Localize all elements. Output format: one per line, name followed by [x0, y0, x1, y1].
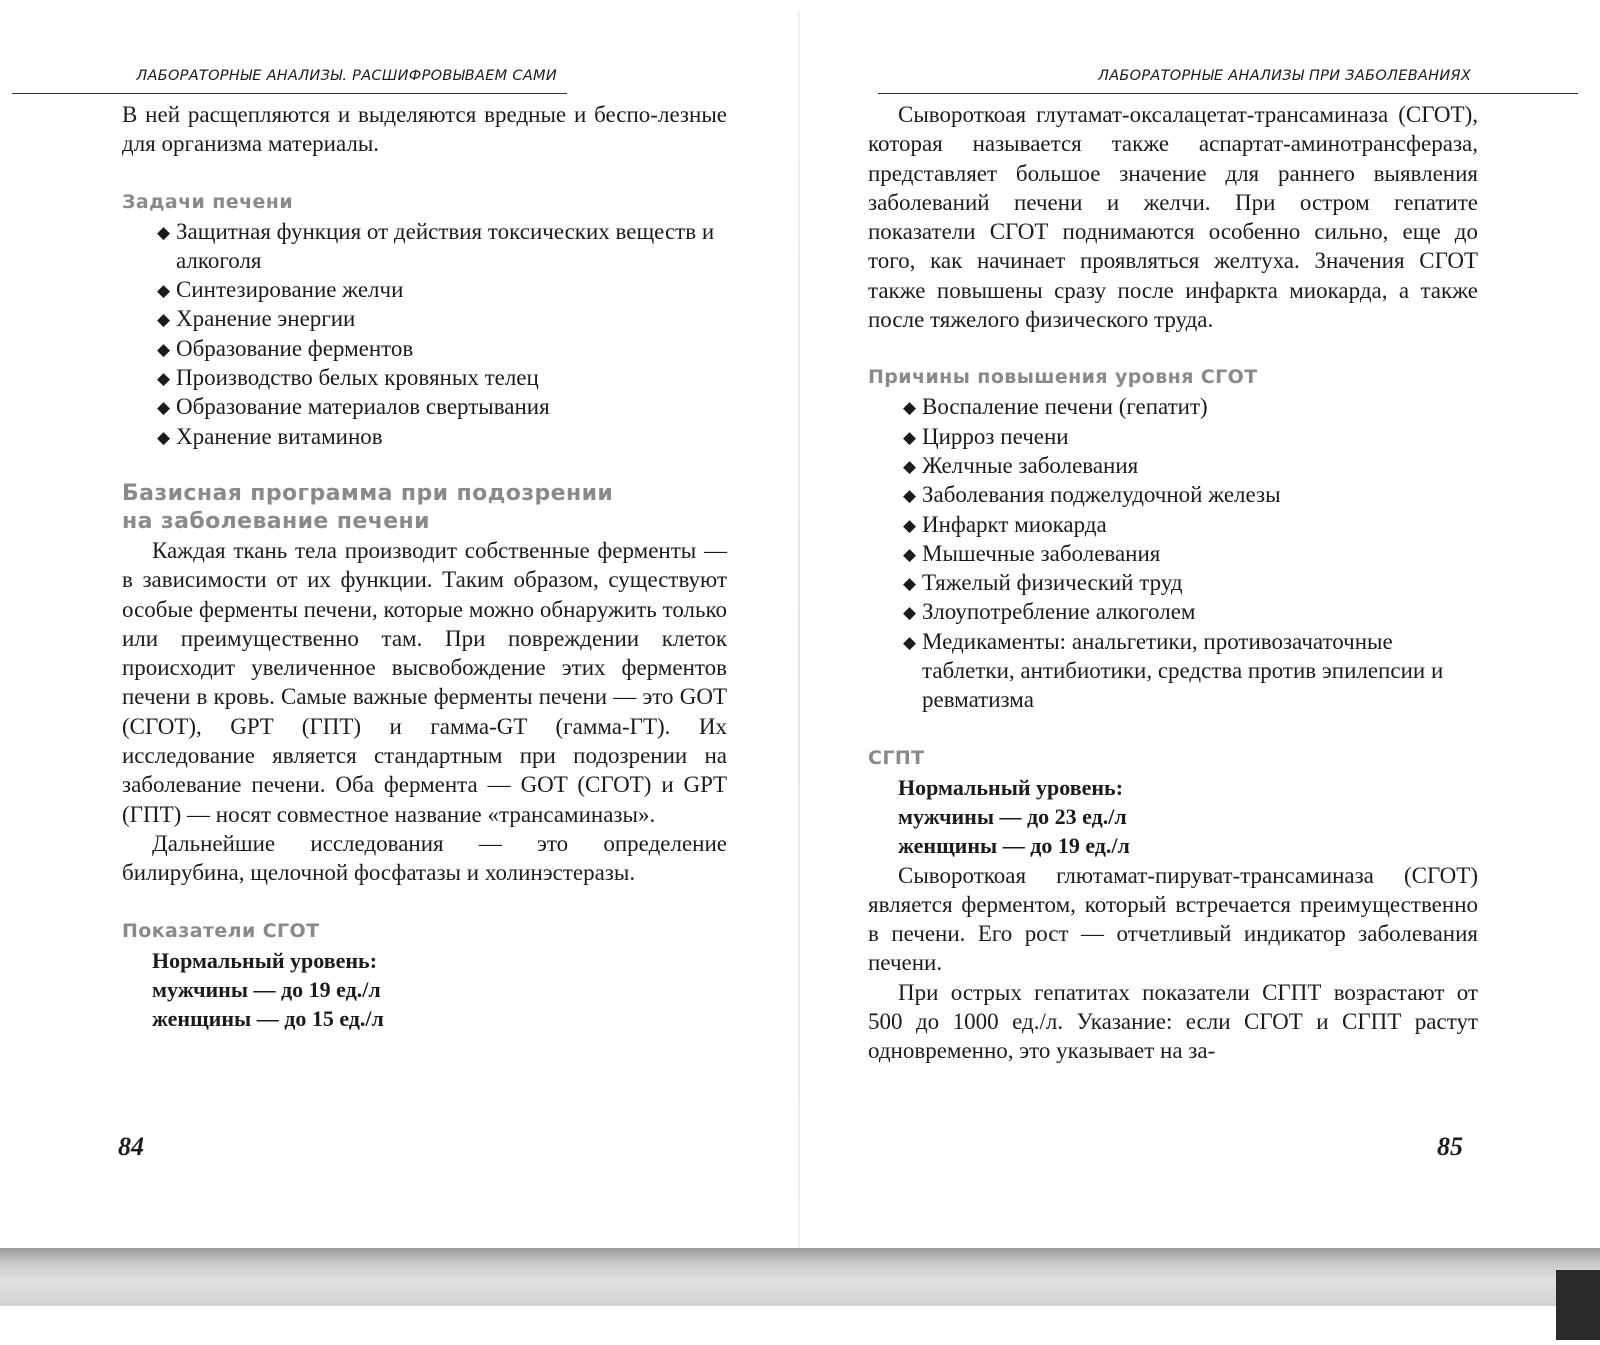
- right-page: [868, 100, 1478, 1066]
- program-paragraph-2: Дальнейшие исследования — это определение билирубина, щелочной фосфатазы и холинэстеразы.: [122, 830, 727, 886]
- program-heading-line-2: на заболевание печени: [122, 508, 430, 534]
- diamond-bullet-icon: ◆: [157, 398, 171, 418]
- list-item: ◆ Медикаменты: анальгетики, противозачаточные таблетки, антибиотики, средства против эпилепсии и ревматизма: [903, 628, 1444, 713]
- diamond-bullet-icon: ◆: [903, 456, 917, 476]
- list-item: ◆ Защитная функция от действия токсических веществ и алкоголя: [157, 218, 715, 273]
- right-intro-paragraph: Сывороткоая глутамат-оксалацетат-трансаминаза (СГОТ), которая называется также аспартат-аминотрансфераза, представляет большое значение для раннего выявления заболеваний печени и желчи. При остром гепатите показатели СГОТ поднимаются особенно сильно, еще до того, как начинает проявляться желтуха. Значения СГОТ также повышены сразу после инфаркта миокарда, а также после тяжелого физического труда.: [868, 102, 1478, 333]
- norm-women: женщины — до 19 ед./л: [898, 833, 1130, 859]
- list-item: ◆ Воспаление печени (гепатит): [900, 392, 1478, 421]
- diamond-bullet-icon: ◆: [903, 427, 917, 447]
- list-item: ◆ Мышечные заболевания: [900, 539, 1478, 568]
- sgpt-paragraph-1: Сывороткоая глютамат-пируват-трансаминаза (СГОТ) является ферментом, который встречается преимущественно в печени. Его рост — отчетливый индикатор заболевания печени.: [868, 862, 1478, 976]
- diamond-bullet-icon: ◆: [157, 369, 171, 389]
- diamond-bullet-icon: ◆: [903, 398, 917, 418]
- norm-label: Нормальный уровень:: [898, 774, 1124, 800]
- diamond-bullet-icon: ◆: [903, 515, 917, 535]
- bottom-margin: [0, 1306, 1600, 1345]
- diamond-bullet-icon: ◆: [903, 544, 917, 564]
- diamond-bullet-icon: ◆: [903, 486, 917, 506]
- right-running-head-text: ЛАБОРАТОРНЫЕ АНАЛИЗЫ ПРИ ЗАБОЛЕВАНИЯХ: [1098, 68, 1472, 84]
- left-page-number: 84: [118, 1132, 144, 1161]
- left-running-head-text: ЛАБОРАТОРНЫЕ АНАЛИЗЫ. РАСШИФРОВЫВАЕМ САМИ: [136, 68, 557, 84]
- diamond-bullet-icon: ◆: [903, 632, 917, 652]
- list-item: ◆ Синтезирование желчи: [154, 275, 727, 304]
- right-running-head: [878, 68, 1578, 94]
- causes-heading: Причины повышения уровня СГОТ: [868, 366, 1258, 389]
- diamond-bullet-icon: ◆: [903, 574, 917, 594]
- sgpt-paragraph-2: При острых гепатитах показатели СГПТ возрастают от 500 до 1000 ед./л. Указание: если СГОТ и СГПТ растут одновременно, это указывает на за-: [868, 979, 1478, 1064]
- list-item: ◆ Хранение энергии: [154, 304, 727, 333]
- list-item: ◆ Производство белых кровяных телец: [154, 363, 727, 392]
- norm-women: женщины — до 15 ед./л: [152, 1006, 384, 1032]
- list-item: ◆ Образование материалов свертывания: [154, 392, 727, 421]
- left-page: [122, 100, 727, 1033]
- list-item: ◆ Образование ферментов: [154, 334, 727, 363]
- norm-label: Нормальный уровень:: [152, 947, 378, 973]
- list-item: ◆ Злоупотребление алкоголем: [900, 597, 1478, 626]
- scanner-corner: [1556, 1270, 1600, 1340]
- list-item: ◆ Заболевания поджелудочной железы: [900, 480, 1478, 509]
- norm-men: мужчины — до 23 ед./л: [898, 803, 1127, 829]
- page-edge-shadow: [0, 1248, 1600, 1306]
- list-item: ◆ Хранение витаминов: [154, 422, 727, 451]
- diamond-bullet-icon: ◆: [157, 222, 171, 242]
- causes-list: [868, 392, 1478, 714]
- list-item: ◆ Инфаркт миокарда: [900, 510, 1478, 539]
- left-running-head: [12, 68, 567, 94]
- list-item: ◆ Цирроз печени: [900, 422, 1478, 451]
- diamond-bullet-icon: ◆: [157, 310, 171, 330]
- sgpt-heading: СГПТ: [868, 746, 925, 769]
- list-item: ◆ Желчные заболевания: [900, 451, 1478, 480]
- left-intro-paragraph: В ней расщепляются и выделяются вредные и беспо-лезные для организма материалы.: [122, 102, 727, 157]
- tasks-heading: Задачи печени: [122, 190, 294, 213]
- program-heading-line-1: Базисная программа при подозрении: [122, 480, 614, 506]
- book-gutter: [798, 10, 800, 1270]
- list-item: ◆ Тяжелый физический труд: [900, 568, 1478, 597]
- diamond-bullet-icon: ◆: [157, 281, 171, 301]
- right-page-number: 85: [1437, 1132, 1463, 1161]
- program-paragraph-1: Каждая ткань тела производит собственные ферменты — в зависимости от их функции. Таким образом, существуют особые ферменты печени, которые можно обнаружить только или преимущественно там. При повреждении клеток происходит увеличенное высвобождение этих ферментов печени в кровь. Самые важные ферменты печени — это GOT (СГОТ), GPT (ГПТ) и гамма-GT (гамма-ГТ). Их исследование является стандартным при подозрении на заболевание печени. Оба фермента — GOT (СГОТ) и GPT (ГПТ) — носят совместное название «трансаминазы».: [122, 537, 727, 827]
- diamond-bullet-icon: ◆: [157, 339, 171, 359]
- diamond-bullet-icon: ◆: [157, 427, 171, 447]
- sgot-heading: Показатели СГОТ: [122, 919, 320, 942]
- tasks-list: [122, 217, 727, 451]
- diamond-bullet-icon: ◆: [903, 603, 917, 623]
- norm-men: мужчины — до 19 ед./л: [152, 976, 381, 1002]
